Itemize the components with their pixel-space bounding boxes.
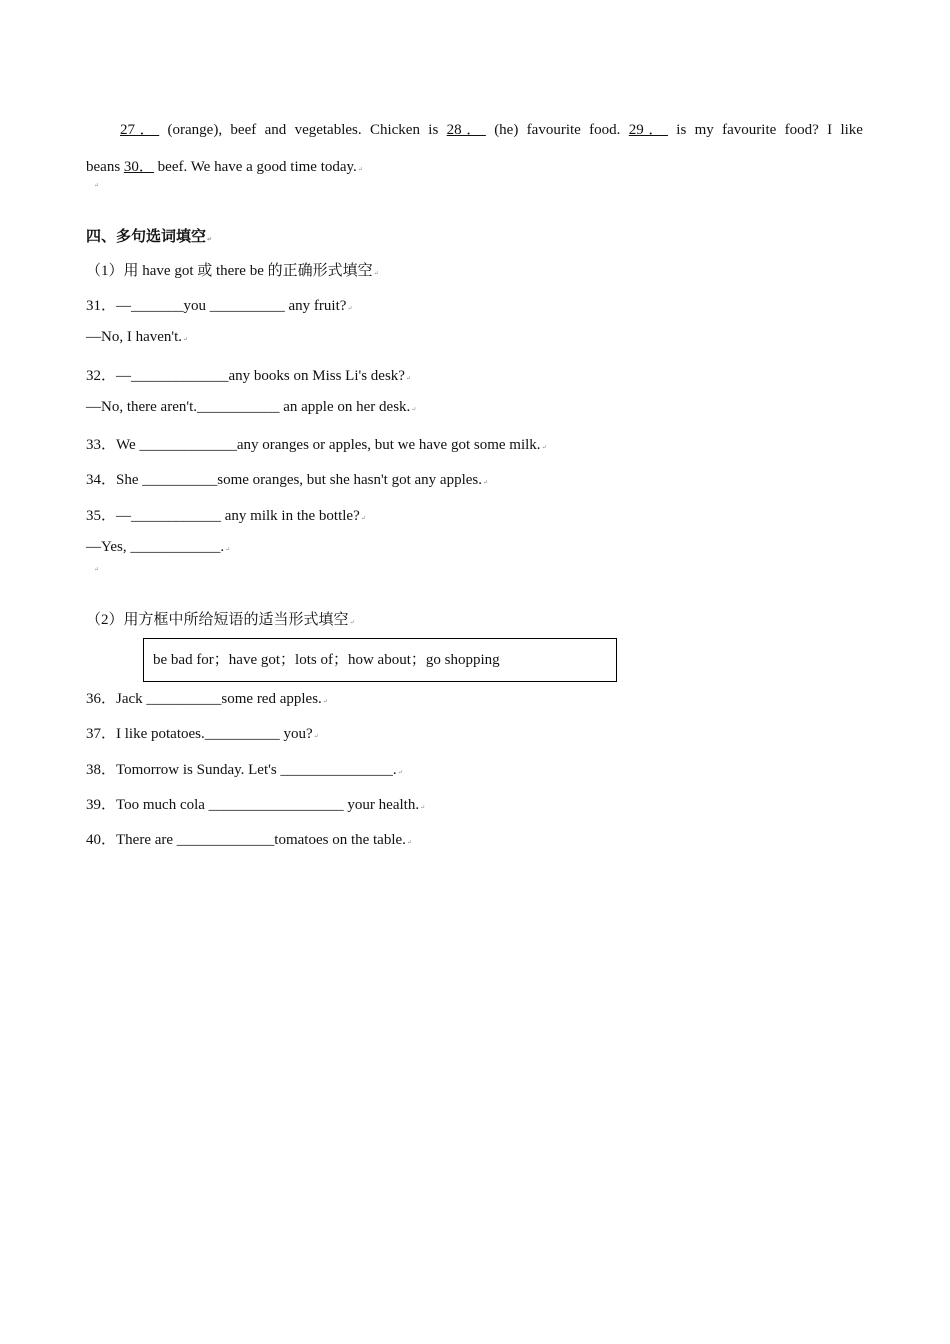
word-box bbox=[143, 638, 617, 682]
question-40: 40．There are _____________tomatoes on the table.↵ bbox=[86, 832, 412, 848]
part-2-instruction: （2）用方框中所给短语的适当形式填空↵ bbox=[86, 612, 355, 628]
passage-text: beans bbox=[86, 159, 124, 175]
question-39: 39．Too much cola __________________ your health.↵ bbox=[86, 797, 426, 813]
question-35: 35．—____________ any milk in the bottle?↵ bbox=[86, 508, 366, 524]
question-31: 31．—_______you __________ any fruit?↵ bbox=[86, 298, 353, 314]
passage-line-2: beans 30． beef. We have a good time today.↵ bbox=[86, 159, 363, 175]
passage-text: beef. We have a good time today. bbox=[157, 159, 357, 175]
passage-text: (he) favourite food. bbox=[494, 122, 621, 138]
paragraph-mark: ↵ bbox=[94, 183, 100, 189]
question-33: 33．We _____________any oranges or apples, but we have got some milk.↵ bbox=[86, 437, 547, 453]
word-box-text: be bad for；have got；lots of；how about；go shopping bbox=[153, 652, 500, 668]
blank-30: 30． bbox=[123, 159, 154, 175]
paragraph-mark: ↵ bbox=[94, 567, 100, 573]
passage-line-1 bbox=[120, 118, 863, 139]
passage-text: is my favourite food? I like bbox=[676, 122, 863, 138]
blank-28: 28． bbox=[446, 122, 486, 138]
blank-27: 27． bbox=[120, 122, 160, 138]
question-32: 32．—_____________any books on Miss Li's desk?↵ bbox=[86, 368, 411, 384]
question-34: 34．She __________some oranges, but she hasn't got any apples.↵ bbox=[86, 472, 489, 488]
part-1-instruction: （1）用 have got 或 there be 的正确形式填空↵ bbox=[86, 263, 379, 279]
answer-35: —Yes, ____________.↵ bbox=[86, 539, 231, 555]
question-38: 38．Tomorrow is Sunday. Let's _______________.↵ bbox=[86, 762, 403, 778]
passage-text: (orange), beef and vegetables. Chicken is bbox=[167, 122, 447, 138]
blank-29: 29． bbox=[628, 122, 668, 138]
answer-31: —No, I haven't.↵ bbox=[86, 329, 189, 345]
section-4-title: 四、多句选词填空↵ bbox=[86, 227, 213, 245]
question-37: 37．I like potatoes.__________ you?↵ bbox=[86, 726, 319, 742]
answer-32: —No, there aren't.___________ an apple on her desk.↵ bbox=[86, 399, 417, 415]
question-36: 36．Jack __________some red apples.↵ bbox=[86, 691, 328, 707]
